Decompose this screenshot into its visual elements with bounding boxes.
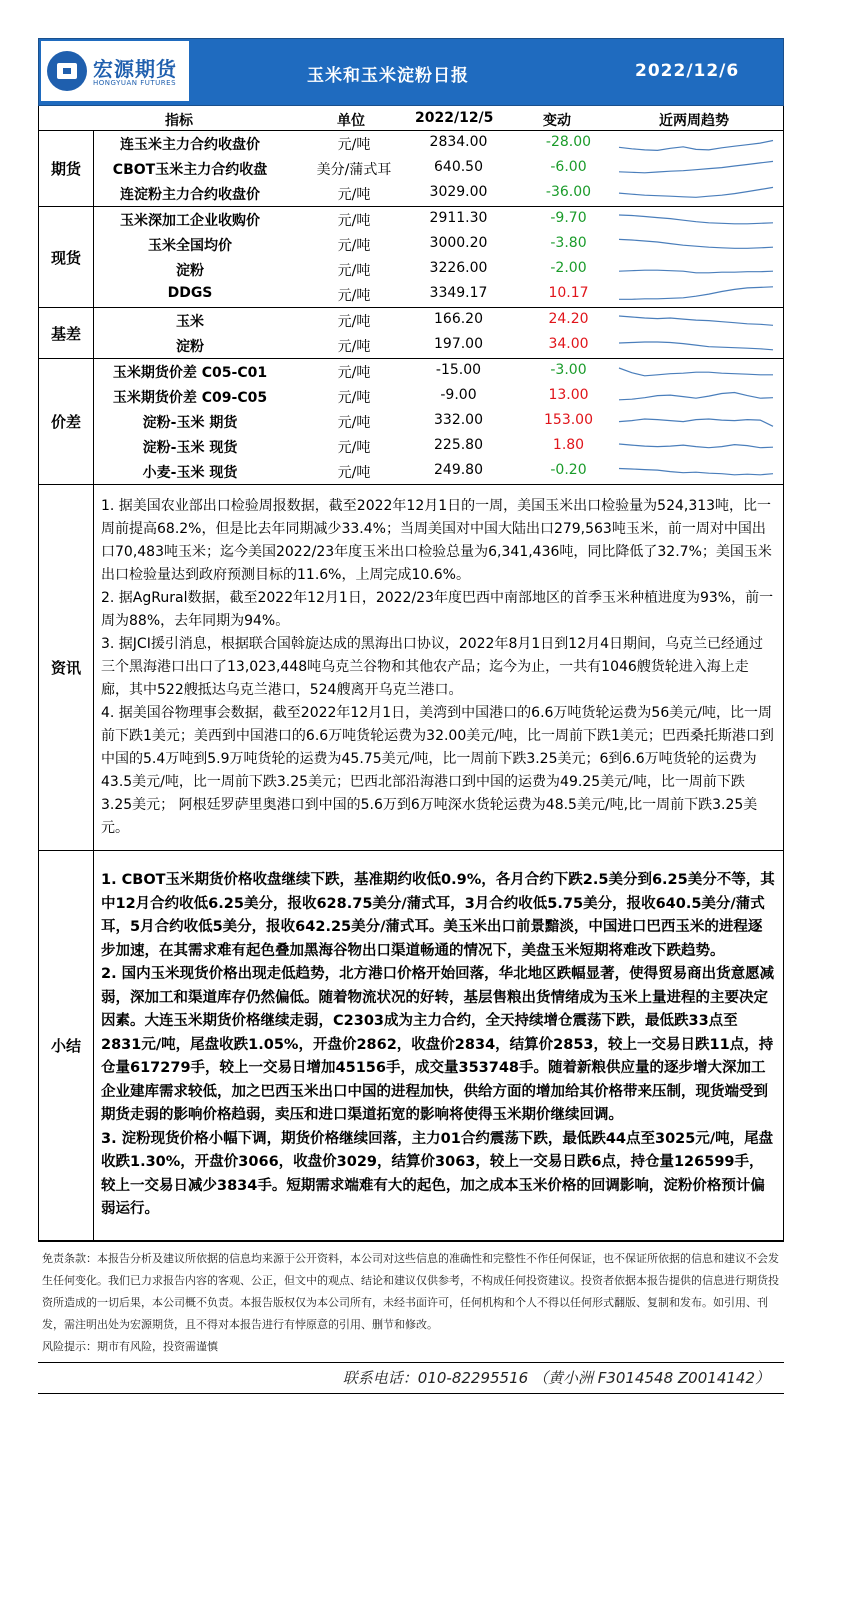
- section-label: 基差: [39, 308, 94, 358]
- table-header: [39, 106, 783, 131]
- trend-line: [619, 419, 773, 426]
- unit-cell: 元/吨: [337, 339, 371, 355]
- indicator-name: 淀粉-玉米 期货: [142, 415, 238, 431]
- change-cell: -2.00: [550, 260, 587, 276]
- value-cell: -15.00: [435, 362, 482, 378]
- summary-paragraph: 2. 国内玉米现货价格出现走低趋势，北方港口价格开始回落，华北地区跌幅显著，使得贸易商出货意愿减弱，深加工和渠道库存仍然偏低。随着物流状况的好转，基层售粮出货情绪成为玉米上量进程的主要决定因素。大连玉米期货价格继续走弱，C2303成为主力合约，全天持续增仓震荡下跌，最低跌33点至2831元/吨，尾盘收跌1.05%，开盘价2862，收盘价2834，结算价2853，较上一交易日跌11点，持仓量617279手，较上一交易日增加45156手，成交量353748手。随着新粮供应量的逐步增大深加工企业建库需求较低，加之巴西玉米出口中国的进程加快，供给方面的增加给其价格带来压制，现货端受到期货走弱的影响价格趋弱，卖压和进口渠道拓宽的影响将使得玉米期价继续回调。: [101, 966, 775, 1123]
- table-row: [39, 333, 783, 358]
- report-title: 玉米和玉米淀粉日报: [307, 66, 469, 86]
- indicator-name: CBOT玉米主力合约收盘: [112, 162, 268, 178]
- change-cell: -36.00: [545, 184, 592, 200]
- change-cell: -3.80: [550, 235, 587, 251]
- indicator-name: 淀粉-玉米 现货: [142, 440, 238, 456]
- unit-cell: 元/吨: [337, 465, 371, 481]
- change-cell: 1.80: [552, 437, 585, 453]
- disclaimer-text: 免责条款：本报告分析及建议所依据的信息均来源于公开资料，本公司对这些信息的准确性和完整性不作任何保证，也不保证所依据的信息和建议不会发生任何变化。我们已力求报告内容的客观、公正，但文中的观点、结论和建议仅供参考，不构成任何投资建议。投资者依据本报告提供的信息进行期货投资所造成的一切后果，本公司概不负责。本报告版权仅为本公司所有，未经书面许可，任何机构和个人不得以任何形式翻版、复制和发布。如引用、刊发，需注明出处为宏源期货，且不得对本报告进行有悖原意的引用、删节和修改。: [42, 1251, 779, 1331]
- indicator-name: 淀粉: [176, 339, 204, 355]
- change-cell: -6.00: [550, 159, 587, 175]
- trend-sparkline: [617, 460, 775, 482]
- unit-cell: 元/吨: [337, 390, 371, 406]
- unit-cell: 元/吨: [337, 440, 371, 456]
- table-section: [39, 359, 783, 485]
- unit-cell: 元/吨: [337, 263, 371, 279]
- trend-sparkline: [617, 334, 775, 356]
- change-cell: -9.70: [550, 210, 587, 226]
- table-row: [39, 207, 783, 232]
- unit-cell: 元/吨: [337, 314, 371, 330]
- indicator-name: DDGS: [167, 285, 213, 301]
- risk-warning: 风险提示：期市有风险，投资需谨慎: [42, 1339, 218, 1353]
- change-cell: 13.00: [548, 387, 589, 403]
- table-row: [39, 359, 783, 384]
- trend-line: [619, 187, 773, 197]
- news-label: 资讯: [39, 485, 94, 850]
- trend-line: [619, 270, 773, 273]
- news-paragraph: 2. 据AgRural数据，截至2022年12月1日，2022/23年度巴西中南部地区的首季玉米种植进度为93%，前一周为88%，去年同期为94%。: [101, 590, 774, 629]
- trend-sparkline: [617, 283, 775, 305]
- disclaimer-block: [38, 1241, 784, 1363]
- report-sheet: [38, 38, 784, 1394]
- value-cell: 3000.20: [429, 235, 488, 251]
- table-row: [39, 232, 783, 257]
- col-trend: 近两周趋势: [659, 113, 729, 129]
- trend-sparkline: [617, 157, 775, 179]
- summary-paragraph: 3. 淀粉现货价格小幅下调，期货价格继续回落，主力01合约震荡下跌，最低跌44点至3025元/吨，尾盘收跌1.30%，开盘价3066，收盘价3029，结算价3063，较上一交易日跌6点，持仓量126599手，较上一交易日减少3834手。短期需求端难有大的起色，加之成本玉米价格的回调影响，淀粉价格预计偏弱运行。: [101, 1130, 774, 1217]
- value-cell: 3349.17: [429, 285, 488, 301]
- trend-sparkline: [617, 385, 775, 407]
- value-cell: 3226.00: [429, 260, 488, 276]
- value-cell: 225.80: [434, 437, 483, 453]
- table-row: [39, 434, 783, 459]
- logo-icon: [47, 51, 87, 91]
- table-section: [39, 207, 783, 308]
- trend-sparkline: [617, 435, 775, 457]
- table-section: [39, 308, 783, 359]
- table-row: [39, 409, 783, 434]
- table-row: [39, 459, 783, 484]
- change-cell: 153.00: [544, 412, 593, 428]
- value-cell: -9.00: [440, 387, 477, 403]
- unit-cell: 元/吨: [337, 238, 371, 254]
- indicator-name: 小麦-玉米 现货: [142, 465, 238, 481]
- unit-cell: 元/吨: [337, 187, 371, 203]
- value-cell: 332.00: [434, 412, 483, 428]
- trend-line: [619, 444, 773, 448]
- trend-line: [619, 368, 773, 376]
- table-row: [39, 282, 783, 307]
- trend-line: [619, 469, 773, 475]
- section-label: 期货: [39, 131, 94, 206]
- change-cell: 24.20: [548, 311, 589, 327]
- indicator-name: 淀粉: [176, 263, 204, 279]
- section-label: 价差: [39, 359, 94, 484]
- trend-sparkline: [617, 182, 775, 204]
- logo-english-name: HONGYUAN FUTURES: [93, 79, 177, 87]
- col-unit: 单位: [337, 113, 365, 129]
- table-row: [39, 181, 783, 206]
- table-row: [39, 156, 783, 181]
- company-logo: [41, 41, 189, 101]
- change-cell: -0.20: [550, 462, 587, 478]
- table-row: [39, 384, 783, 409]
- unit-cell: 元/吨: [337, 365, 371, 381]
- unit-cell: 元/吨: [337, 288, 371, 304]
- indicator-table: [38, 106, 784, 1241]
- change-cell: 10.17: [548, 285, 589, 301]
- col-date: 2022/12/5: [415, 110, 494, 126]
- indicator-name: 玉米深加工企业收购价: [120, 213, 260, 229]
- table-row: [39, 131, 783, 156]
- news-body: [93, 485, 783, 850]
- change-cell: -28.00: [545, 134, 592, 150]
- value-cell: 2834.00: [429, 134, 488, 150]
- unit-cell: 美分/蒲式耳: [316, 162, 392, 178]
- news-paragraph: 3. 据JCI援引消息，根据联合国斡旋达成的黑海出口协议，2022年8月1日到12月4日期间，乌克兰已经通过三个黑海港口出口了13,023,448吨乌克兰谷物和其他农产品；迄今为止，一共有1046艘货轮进入海上走廊，其中522艘抵达乌克兰港口，524艘离开乌克兰港口。: [101, 636, 764, 698]
- value-cell: 3029.00: [429, 184, 488, 200]
- trend-sparkline: [617, 309, 775, 331]
- trend-sparkline: [617, 258, 775, 280]
- summary-label: 小结: [39, 851, 94, 1240]
- trend-line: [619, 342, 773, 350]
- value-cell: 197.00: [434, 336, 483, 352]
- summary-section: [39, 851, 783, 1241]
- indicator-name: 连玉米主力合约收盘价: [120, 137, 260, 153]
- report-date: 2022/12/6: [635, 61, 740, 81]
- value-cell: 166.20: [434, 311, 483, 327]
- trend-line: [619, 141, 773, 151]
- indicator-name: 连淀粉主力合约收盘价: [120, 187, 260, 203]
- indicator-name: 玉米: [176, 314, 204, 330]
- table-row: [39, 308, 783, 333]
- change-cell: -3.00: [550, 362, 587, 378]
- table-row: [39, 257, 783, 282]
- news-paragraph: 4. 据美国谷物理事会数据，截至2022年12月1日，美湾到中国港口的6.6万吨货轮运费为56美元/吨，比一周前下跌1美元；美西到中国港口的6.6万吨货轮运费为32.00美元/吨，比一周前下跌1美元；巴西桑托斯港口到中国的5.4万吨到5.9万吨货轮的运费为45.75美元/吨，比一周前下跌3.25美元；6到6.6万吨货轮的运费为43.5美元/吨，比一周前下跌3.25美元；巴西北部沿海港口到中国的运费为49.25美元/吨，比一周前下跌3.25美元； 阿根廷罗萨里奥港口到中国的5.6万到6万吨深水货轮运费为48.5美元/吨,比一周前下跌3.25美元。: [101, 705, 774, 836]
- news-paragraph: 1. 据美国农业部出口检验周报数据，截至2022年12月1日的一周，美国玉米出口检验量为524,313吨，比一周前提高68.2%，但是比去年同期减少33.4%；当周美国对中国大陆出口279,563吨玉米，前一周对中国出口70,483吨玉米；迄今美国2022/23年度玉米出口检验总量为6,341,436吨，同比降低了32.7%；美国玉米出口检验量达到政府预测目标的11.6%，上周完成10.6%。: [101, 498, 772, 583]
- trend-line: [619, 316, 773, 325]
- trend-sparkline: [617, 208, 775, 230]
- indicator-name: 玉米全国均价: [148, 238, 232, 254]
- unit-cell: 元/吨: [337, 213, 371, 229]
- value-cell: 640.50: [434, 159, 483, 175]
- indicator-name: 玉米期货价差 C09-C05: [112, 390, 268, 406]
- trend-line: [619, 161, 773, 172]
- trend-sparkline: [617, 233, 775, 255]
- contact-footer: [38, 1363, 784, 1394]
- trend-sparkline: [617, 410, 775, 432]
- indicator-name: 玉米期货价差 C05-C01: [112, 365, 268, 381]
- value-cell: 2911.30: [429, 210, 488, 226]
- col-indicator: 指标: [165, 113, 193, 129]
- trend-sparkline: [617, 132, 775, 154]
- col-change: 变动: [543, 113, 571, 129]
- news-section: [39, 485, 783, 851]
- trend-sparkline: [617, 360, 775, 382]
- trend-line: [619, 239, 773, 248]
- unit-cell: 元/吨: [337, 415, 371, 431]
- summary-body: [93, 851, 783, 1240]
- contact-phone: 联系电话：010-82295516 （黄小洲 F3014548 Z0014142）: [342, 1368, 770, 1387]
- change-cell: 34.00: [548, 336, 589, 352]
- logo-name: 宏源期货: [93, 57, 177, 81]
- table-section: [39, 131, 783, 207]
- value-cell: 249.80: [434, 462, 483, 478]
- section-label: 现货: [39, 207, 94, 307]
- unit-cell: 元/吨: [337, 137, 371, 153]
- trend-line: [619, 393, 773, 400]
- trend-line: [619, 287, 773, 300]
- summary-paragraph: 1. CBOT玉米期货价格收盘继续下跌，基准期约收低0.9%，各月合约下跌2.5美分到6.25美分不等，其中12月合约收低6.25美分，报收628.75美分/蒲式耳，3月合约收低5.75美分，报收640.5美分/蒲式耳，5月合约收低5美分，报收642.25美分/蒲式耳。美玉米出口前景黯淡，中国进口巴西玉米的进程逐步加速，在其需求难有起色叠加黑海谷物出口渠道畅通的情况下，美盘玉米短期将难改下跌趋势。: [101, 872, 775, 959]
- report-header: [38, 38, 784, 106]
- trend-line: [619, 215, 773, 224]
